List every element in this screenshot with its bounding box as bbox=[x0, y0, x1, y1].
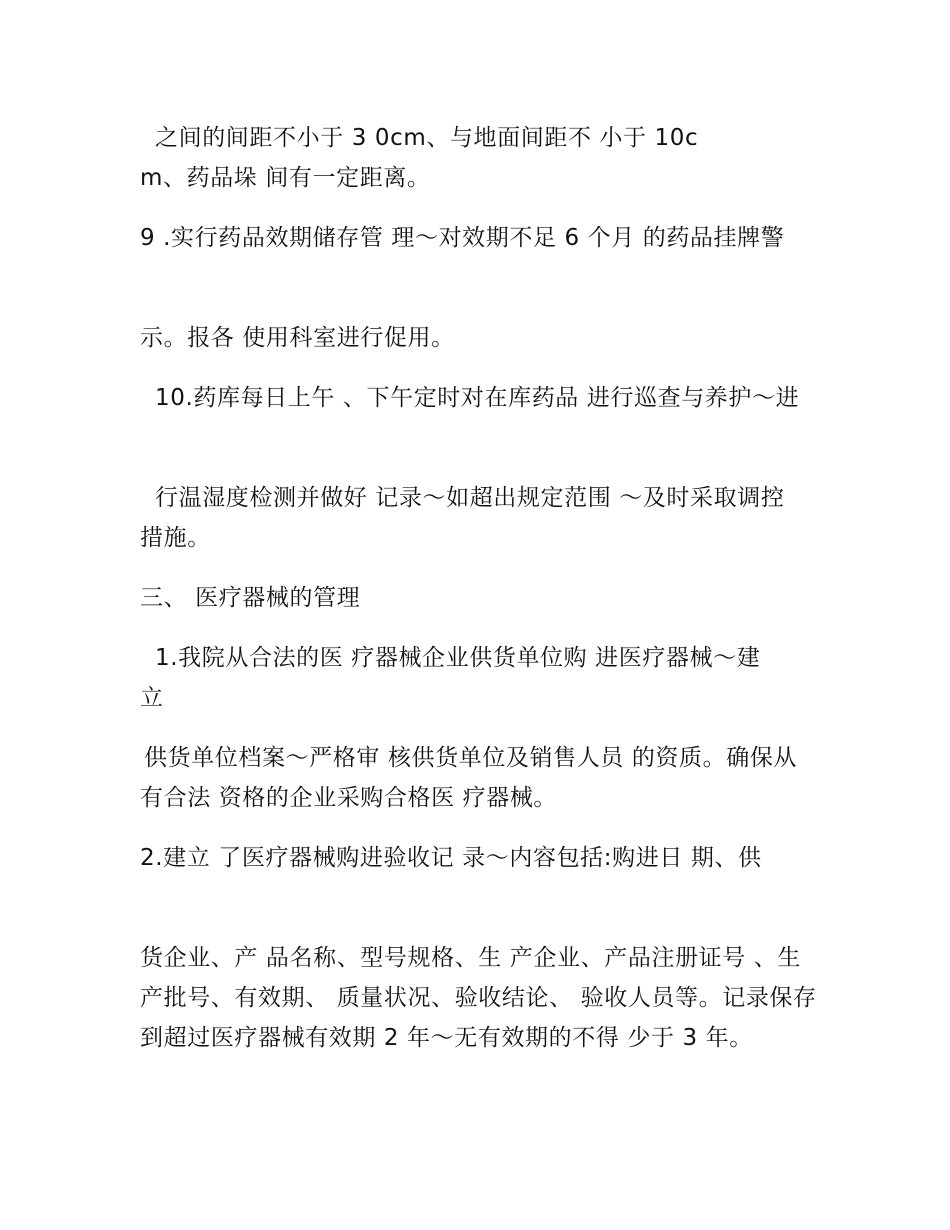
paragraph-temperature-humidity: 行温湿度检测并做好 记录～如超出规定范围 ～及时采取调控措施。 bbox=[140, 485, 785, 551]
paragraph-device-procurement: 1.我院从合法的医 疗器械企业供货单位购 进医疗器械～建立 bbox=[140, 645, 761, 711]
paragraph-supplier-records: 供货单位档案～严格审 核供货单位及销售人员 的资质。确保从有合法 资格的企业采购合格医 疗器械。 bbox=[140, 745, 798, 811]
section-heading-medical-devices: 三、 医疗器械的管理 bbox=[140, 585, 361, 611]
paragraph-acceptance-records: 2.建立 了医疗器械购进验收记 录～内容包括:购进日 期、供 bbox=[140, 845, 762, 871]
paragraph-expiry-management: 9 .实行药品效期储存管 理～对效期不足 6 个月 的药品挂牌警 bbox=[140, 225, 785, 251]
paragraph-daily-inspection: 10.药库每日上午 、下午定时对在库药品 进行巡查与养护～进 bbox=[155, 385, 800, 411]
paragraph-storage-distance: 之间的间距不小于 3 0cm、与地面间距不 小于 10cm、药品垛 间有一定距离。 bbox=[140, 125, 699, 191]
paragraph-expiry-notice: 示。报各 使用科室进行促用。 bbox=[140, 325, 455, 351]
paragraph-record-details: 货企业、产 品名称、型号规格、生 产企业、产品注册证号 、生产批号、有效期、 质量状况、验收结论、 验收人员等。记录保存 到超过医疗器械有效期 2 年～无有效期的不得 少于 3 年。 bbox=[140, 945, 817, 1051]
